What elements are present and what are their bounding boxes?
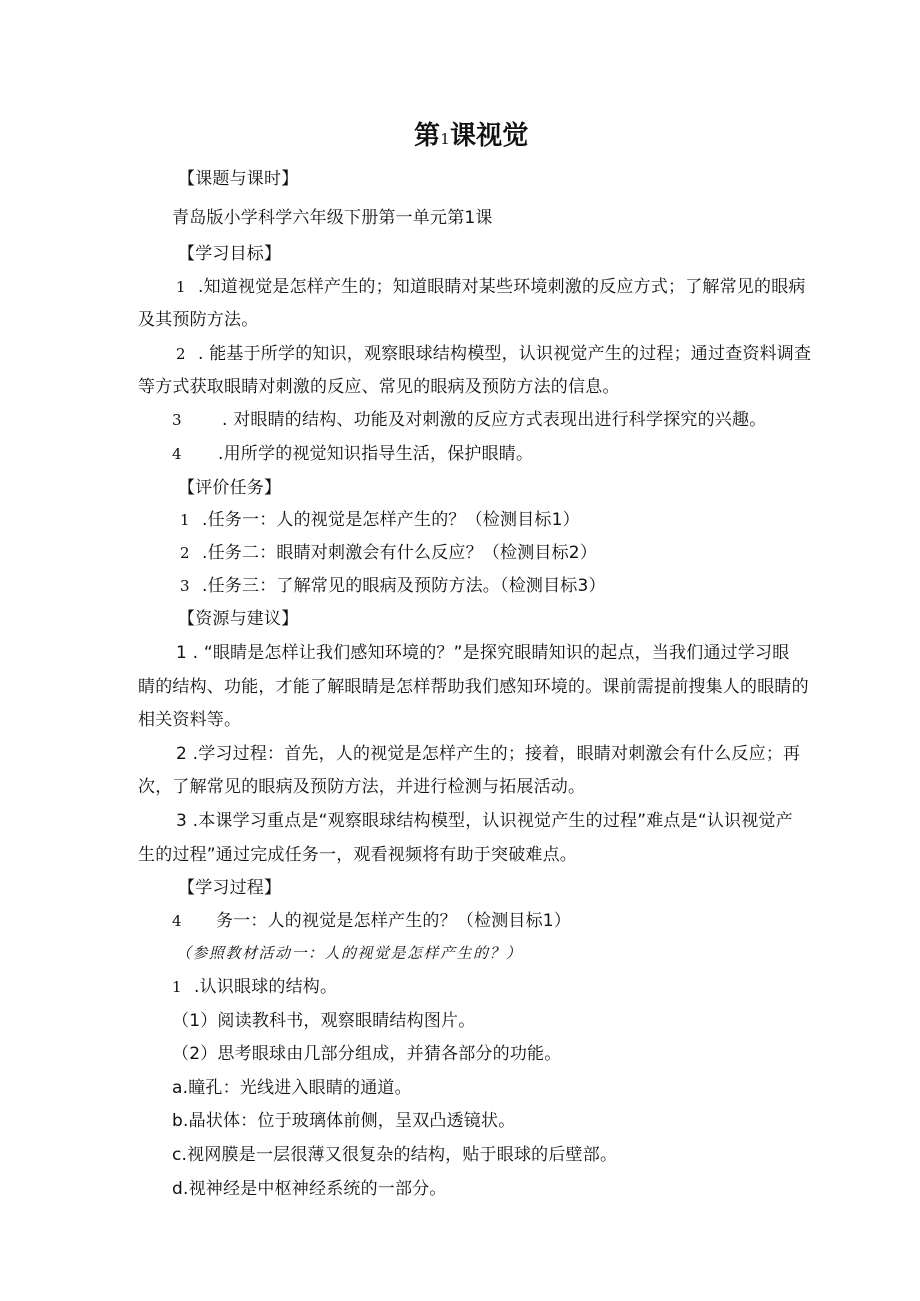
process-task-number: 4 [172,912,182,930]
process-task-text: 务一：人的视觉是怎样产生的？（检测目标1） [216,911,572,931]
item-b: b.晶状体：位于玻璃体前侧，呈双凸透镜状。 [172,1111,516,1131]
step-1-text: .认识眼球的结构。 [194,977,338,997]
page-title [414,120,529,155]
resource-1-line-2: 睛的结构、功能，才能了解眼睛是怎样帮助我们感知环境的。课前需提前搜集人的眼睛的 [138,677,809,697]
step-1 [172,976,337,998]
goal-2-line-1 [176,343,811,365]
item-c: c.视网膜是一层很薄又很复杂的结构，贴于眼球的后壁部。 [172,1145,618,1165]
task-2-number: 2 [180,544,190,562]
task-3-number: 3 [180,577,190,595]
goal-1-number: 1 [176,278,186,296]
goal-3-text: . 对眼睛的结构、功能及对刺激的反应方式表现出进行科学探究的兴趣。 [222,410,767,430]
task-1-text: .任务一：人的视觉是怎样产生的？（检测目标1） [202,510,580,530]
resource-3-line-1: 3 .本课学习重点是“观察眼球结构模型，认识视觉产生的过程”难点是“认识视觉产 [176,811,793,831]
step-1-sub-1: （1）阅读教科书，观察眼睛结构图片。 [172,1011,476,1031]
goals-heading: 【学习目标】 [178,244,282,264]
task-2 [180,542,597,564]
topic-heading: 【课题与课时】 [178,169,299,189]
goal-2-number: 2 [176,345,186,363]
goal-4-line [172,443,533,465]
goal-3-line [172,409,766,431]
item-a: a.瞳孔：光线进入眼睛的通道。 [172,1078,412,1098]
goal-1-line-1 [176,276,806,298]
resource-2-line-2: 次，了解常见的眼病及预防方法，并进行检测与拓展活动。 [138,777,586,797]
goal-4-number: 4 [172,445,182,463]
step-1-sub-2: （2）思考眼球由几部分组成，并猜各部分的功能。 [172,1044,562,1064]
resource-1-line-1: 1 . “眼睛是怎样让我们感知环境的？”是探究眼睛知识的起点，当我们通过学习眼 [176,643,790,663]
process-reference: （参照教材活动一：人的视觉是怎样产生的？） [176,944,523,962]
task-3-text: .任务三：了解常见的眼病及预防方法。（检测目标3） [202,576,606,596]
step-1-number: 1 [172,978,182,996]
goal-1-line-2: 及其预防方法。 [138,310,259,330]
item-d: d.视神经是中枢神经系统的一部分。 [172,1179,447,1199]
goal-1-text: .知道视觉是怎样产生的；知道眼睛对某些环境刺激的反应方式；了解常见的眼病 [198,277,806,297]
process-heading: 【学习过程】 [178,878,282,898]
resource-3-line-2: 生的过程”通过完成任务一，观看视频将有助于突破难点。 [138,845,578,865]
resource-1-line-3: 相关资料等。 [138,710,242,730]
goal-3-number: 3 [172,411,182,429]
resources-heading: 【资源与建议】 [178,609,299,629]
goal-4-text: .用所学的视觉知识指导生活，保护眼睛。 [218,444,534,464]
task-2-text: .任务二：眼睛对刺激会有什么反应？（检测目标2） [202,543,598,563]
title-prefix: 第 [414,121,441,151]
task-3 [180,575,606,597]
resource-2-line-1: 2 .学习过程：首先，人的视觉是怎样产生的；接着，眼睛对刺激会有什么反应；再 [176,744,801,764]
title-suffix: 课视觉 [449,121,529,151]
tasks-heading: 【评价任务】 [178,478,282,498]
task-1 [180,509,580,531]
topic-text: 青岛版小学科学六年级下册第一单元第1课 [172,208,493,228]
process-task-1 [172,910,571,932]
goal-2-line-2: 等方式获取眼睛对刺激的反应、常见的眼病及预防方法的信息。 [138,377,620,397]
title-number: 1 [440,130,450,148]
task-1-number: 1 [180,511,190,529]
goal-2-text: . 能基于所学的知识，观察眼球结构模型，认识视觉产生的过程；通过查资料调查 [198,344,812,364]
